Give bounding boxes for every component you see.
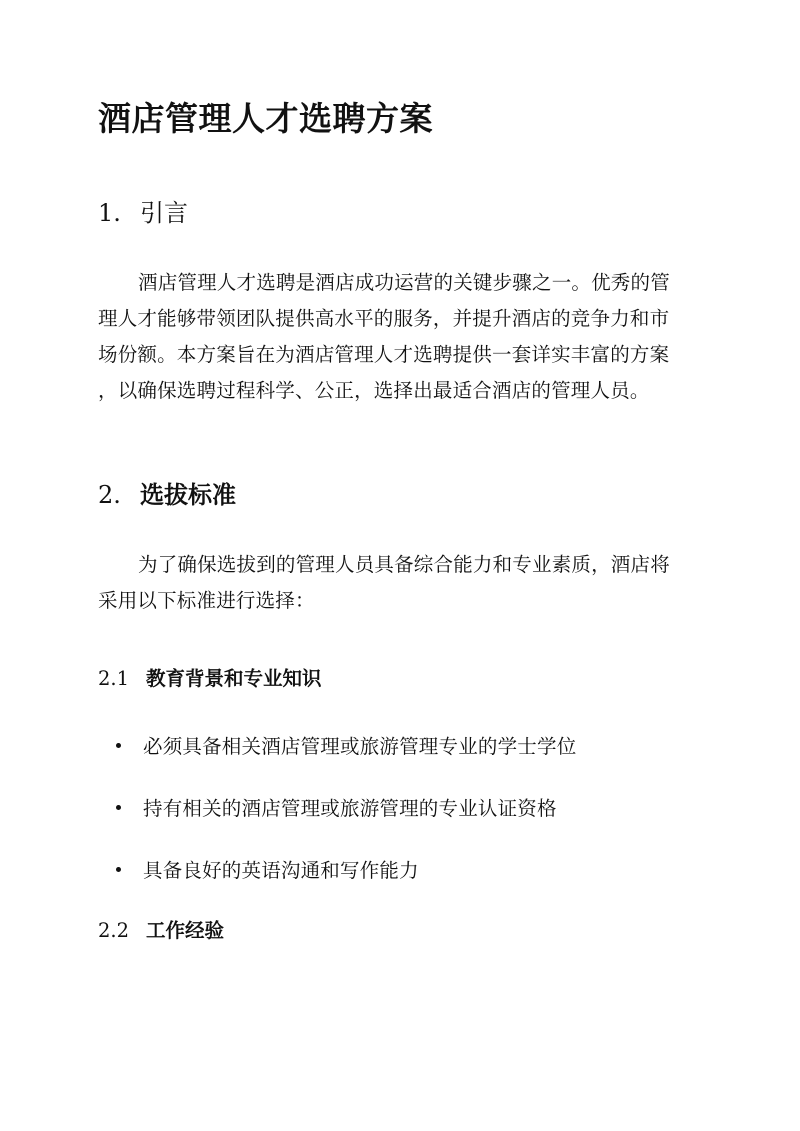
subsection-title: 工作经验 xyxy=(146,919,225,942)
bullet-icon xyxy=(116,867,121,872)
subsection-heading-work-experience xyxy=(98,917,224,945)
section-title: 引言 xyxy=(140,199,188,227)
paragraph-line: 为了确保选拔到的管理人员具备综合能力和专业素质，酒店将 xyxy=(138,553,670,576)
section-title: 选拔标准 xyxy=(140,480,236,509)
section-number: 1. xyxy=(98,199,121,227)
education-bullet-list xyxy=(116,855,716,883)
list-item-text: 持有相关的酒店管理或旅游管理的专业认证资格 xyxy=(143,797,557,820)
document-title: 酒店管理人才选聘方案 xyxy=(98,99,433,138)
bullet-icon xyxy=(116,805,121,810)
list-item-text: 必须具备相关酒店管理或旅游管理专业的学士学位 xyxy=(143,735,577,758)
paragraph-line: 采用以下标准进行选择： xyxy=(98,589,315,612)
education-bullet-list xyxy=(116,793,716,821)
list-item-text: 具备良好的英语沟通和写作能力 xyxy=(143,859,419,882)
section-number: 2. xyxy=(98,481,121,509)
list-item xyxy=(116,793,716,821)
bullet-icon xyxy=(116,743,121,748)
list-item xyxy=(116,855,716,883)
selection-criteria-paragraph xyxy=(98,547,702,619)
subsection-title: 教育背景和专业知识 xyxy=(146,667,322,690)
section-heading-introduction xyxy=(98,196,188,230)
section-heading-selection-criteria xyxy=(98,478,236,512)
paragraph-line: ，以确保选聘过程科学、公正，选择出最适合酒店的管理人员。 xyxy=(98,379,650,402)
paragraph-line: 场份额。本方案旨在为酒店管理人才选聘提供一套详实丰富的方案 xyxy=(98,343,670,366)
list-item xyxy=(116,731,716,759)
introduction-paragraph xyxy=(98,265,702,409)
subsection-number: 2.2 xyxy=(98,919,130,942)
subsection-heading-education xyxy=(98,665,322,693)
education-bullet-list xyxy=(116,731,716,759)
paragraph-line: 理人才能够带领团队提供高水平的服务，并提升酒店的竞争力和市 xyxy=(98,307,670,330)
paragraph-line: 酒店管理人才选聘是酒店成功运营的关键步骤之一。优秀的管 xyxy=(138,271,670,294)
subsection-number: 2.1 xyxy=(98,667,130,690)
